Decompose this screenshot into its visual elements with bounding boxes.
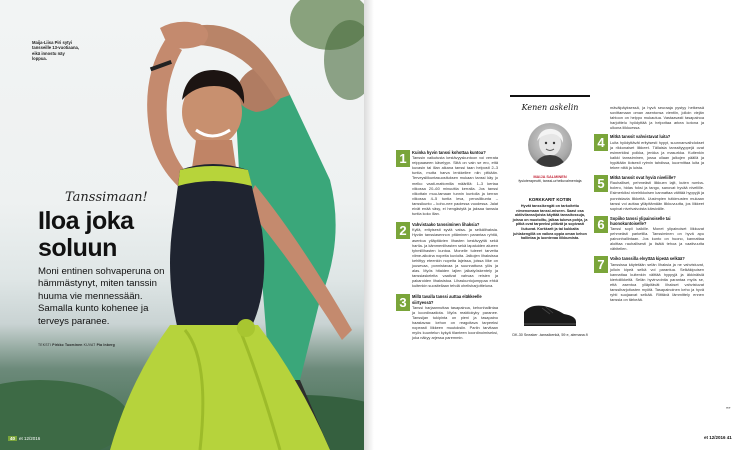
portrait-image — [528, 123, 572, 167]
expert-role: fysioterapeutti, tanssi-urheiluvalmentaja — [518, 179, 582, 183]
question-title: Kuinka hyvin tanssi kohottaa kuntoa? — [412, 150, 486, 155]
question-title: Millä tavalla tanssi auttaa eläkkeelle siirtyessä? — [412, 294, 482, 305]
question-body: Luita hyödyttävät erityisesti hypyt, suunnanvaihdokset ja rikkonaiset liikkeet. Tällaisia tanssityyppejä ovat esimerkiksi polkka, jenkka ja masurkka. Kuitenkin kaikki tanssiminen, jossa ollaan jalkojen päällä ja hypätään iloisesti rytmin tahdissa, kuormittaa luita ja tekee niitä ja luista. — [610, 139, 704, 171]
title-line-1: Iloa joka — [38, 207, 134, 235]
question-title: Mitkä tanssit vahvistavat luita? — [610, 134, 671, 140]
article-lead: Moni entinen sohvaperuna on hämmästynyt, miten tanssin huuma vie mennessään. Samalla kunto kohenee ja terveys paranee. — [38, 266, 165, 327]
expert-name: MAIJA SALMINEN — [533, 174, 567, 179]
kicker: Tanssimaan! — [65, 190, 148, 205]
question-block — [597, 175, 704, 211]
question-title: Voiko tanssilla elvyttää kipeää selkää? — [610, 256, 685, 262]
question-body: Kyllä, erityisesti syviä vatsa- ja selkälihaksia. Hyvän tanssiasennon pitäminen parantaa ryhtiä, asentoa ylläpitävien lihasten kestävyyttä sekä hartia- ja kämmenlihasten sekä lapaluiden alueen tyhmillihasten kuntoa. Monelle tuleeet tarvetta viime-aikoina nopeita kuvioita. Jalkojen lihaksissa kehittyy eteenkin nopeita lajeissa, joissa liike on jousevaa, ponnistavaa ja suunnattuna ylös ja alas. Myös hitaiden lajien jalkatyöskentely ja tanssiaskeleita vaativat vahvaa reisien ja pakaroiden lihaksistoa. Lihaskuntojumppaa ehkä kuitenkin suositellaan tehdä ohelisharjoitteluna. — [412, 227, 498, 289]
question-number: 7 — [594, 256, 608, 273]
continue-mark: »» — [726, 405, 731, 410]
sidebar-heading: Kenen askelin — [521, 103, 579, 112]
question-block — [399, 294, 498, 341]
question-body: Rauhalliset, pehmeästi liikkuen lajit, kuten rumba-bolero, hidas foksi ja tango, sanovat hyvää niveliille. Esimerkiksi nivelrikkoisen kannattaa välttää hyppyjä ja ponnistavia liikkeitä. Uusimpien tutkimusten mukaan tanssi voi auttaa ylläpitämään liikkuvuutta, jos liikkeet sopivat nivelvaivoista kärsivälle. — [610, 180, 704, 211]
question-title: Vahvistaako tanssiminen lihaksia? — [412, 222, 480, 228]
question-title: Sopiiko tanssi ylipainoiselle tai huonokuntoiselle? — [610, 215, 671, 226]
question-title: Mitkä tanssit ovat hyviä niveliille? — [610, 175, 676, 181]
question-body: Tanssi sopii kaikille. Monet ylipainoiset liikkuvat pehmeästi parketilla. Tanssiminen on hyvä apu painonhallintaan. Jos kunto on huono, kannattaa aloittaa rauhallisesti ja lisätä tehoa ja vaativuutta vähitellen. — [610, 225, 704, 252]
question-number: 4 — [594, 134, 608, 151]
shoe-caption: DK-30 Sneaker -tanssikenkä, 59 e, alemana.fi — [512, 333, 588, 337]
question-block — [597, 215, 704, 252]
article-title — [38, 208, 134, 262]
photo-caption: Maija-Liisa Piri sytyi tansseille 13-vuotiaana, eikä innostu näy loppua. — [32, 40, 80, 62]
question-block — [597, 256, 704, 303]
expert-portrait — [528, 123, 572, 167]
right-folio-mag: et 12/2016 — [704, 435, 726, 440]
credits — [38, 343, 115, 347]
question-block — [597, 134, 704, 171]
question-number: 3 — [396, 294, 410, 311]
sidebar-subheading: KORKKARIT KOTIIN — [528, 197, 572, 202]
left-folio — [8, 436, 40, 441]
left-folio-mag: et 12/2016 — [19, 436, 41, 441]
credit-text-label: TEKSTI — [38, 343, 52, 347]
question-body: Tanssin vaikutusta kestävyyskuntoon voi verrata reippaaseen kävelyyn. Siitä on vain se ero, että kuvasin tai illan aikana tanssi taan helposti 2–3 tuntia, mutta harva lenkkeilee niin pitkään. Terveysliikuntasuosituksen mukaan tanssi käy jo melko vaati-mattomilla määrillä: 1–3 kertaa viikossa 20–60 minuuttia kerralla. Jos tanssi viikottain muu-tamaan tunnin kuntolla ja kerran viikossa 4–5 tuntia leva, perusliikunta – tanssikunto – koho-nee paolessa vuodessa. Jalat eivät enää väsy, ei hengästytä ja jaksaa tanssia tuntia koko illan. — [412, 155, 498, 217]
column-1 — [399, 150, 498, 343]
question-number: 6 — [594, 216, 608, 233]
question-block — [399, 150, 498, 217]
question-number: 1 — [396, 150, 410, 167]
left-page — [0, 0, 364, 450]
credit-text-author: Pirkko Tuominen — [52, 343, 83, 347]
title-line-2: soluun — [38, 234, 117, 262]
shoe-image — [520, 300, 580, 330]
column-2 — [597, 105, 704, 305]
continued-paragraph: mävälpäyksessä, ja hyvä seuraaja pystyy hetkessä sovittamaan oman asentonsa vientiin, jolloin viejän tahtoon on helppo mukautua. Vastaavasti tasapainoa harjoittelu hyödyttää ja helpottaa arkea kotona ja ulkona liikkuessa. — [610, 105, 704, 131]
question-number: 5 — [594, 175, 608, 192]
credit-photo-label: KUVAT — [83, 343, 96, 347]
page-gutter — [364, 0, 374, 450]
right-page-number: 41 — [726, 435, 732, 440]
right-folio — [704, 435, 732, 440]
question-body: Tanssissa käytetään selän lihaksia ja ne vahvistuvat, jolloin kipeä selkä voi parantua. Selkäkipuisen kannattaa kuitenkin välttää hyppyjä ja äkkinäisiä kiertoliikkeitä. Selän hyvinvointia parantaa myös se, että asentoa ylläpitävät lihakset vahvistuvat tanssiharjoitusten myötä. Tasapainoinen keho ja hyvä ryhti suojaavat selkää. Riittävä lämmittely ennen tanssia on tärkeää. — [610, 261, 704, 303]
question-block — [399, 222, 498, 289]
question-number: 2 — [396, 222, 410, 239]
left-page-number: 40 — [10, 436, 16, 441]
question-body: Tanssi harjaannuttaa tasapainoa, kehonhallintaa ja koordinaatiota. Myös reaktiokyky paranee. Tanssijan tukipinta on pieni ja tasapaino haastavaa: kehon on reagoitava tarpeeksi nopeasti liikkeen muutoksiin. Pariin tarvitaan myös kuuntelun kykyä tilanteen koordinoimiseksi, joka näkyy arjessa paremmin. — [412, 304, 498, 341]
expert-sidebar — [510, 95, 590, 375]
sidebar-body: Hyvät tanssikengät on tarkoitettu nimenomaan tanssi-miseen. Saavi osa aktiivilanssijoista käyttää tanssitossuja, joissa on muotoiltu, jalkaa tukeva pohja, ja pitkä ovat tarpeeksi pitävät ja sopivasti liukuvat. Korkkarit ja tai kukkaita juhlakengillä on vaikea oppia oman kehon hallintaa ja luontevaa liikkumista. — [512, 204, 588, 241]
credit-photo-author: Pia Inberg — [96, 343, 115, 347]
sidebar-rule — [510, 95, 590, 97]
